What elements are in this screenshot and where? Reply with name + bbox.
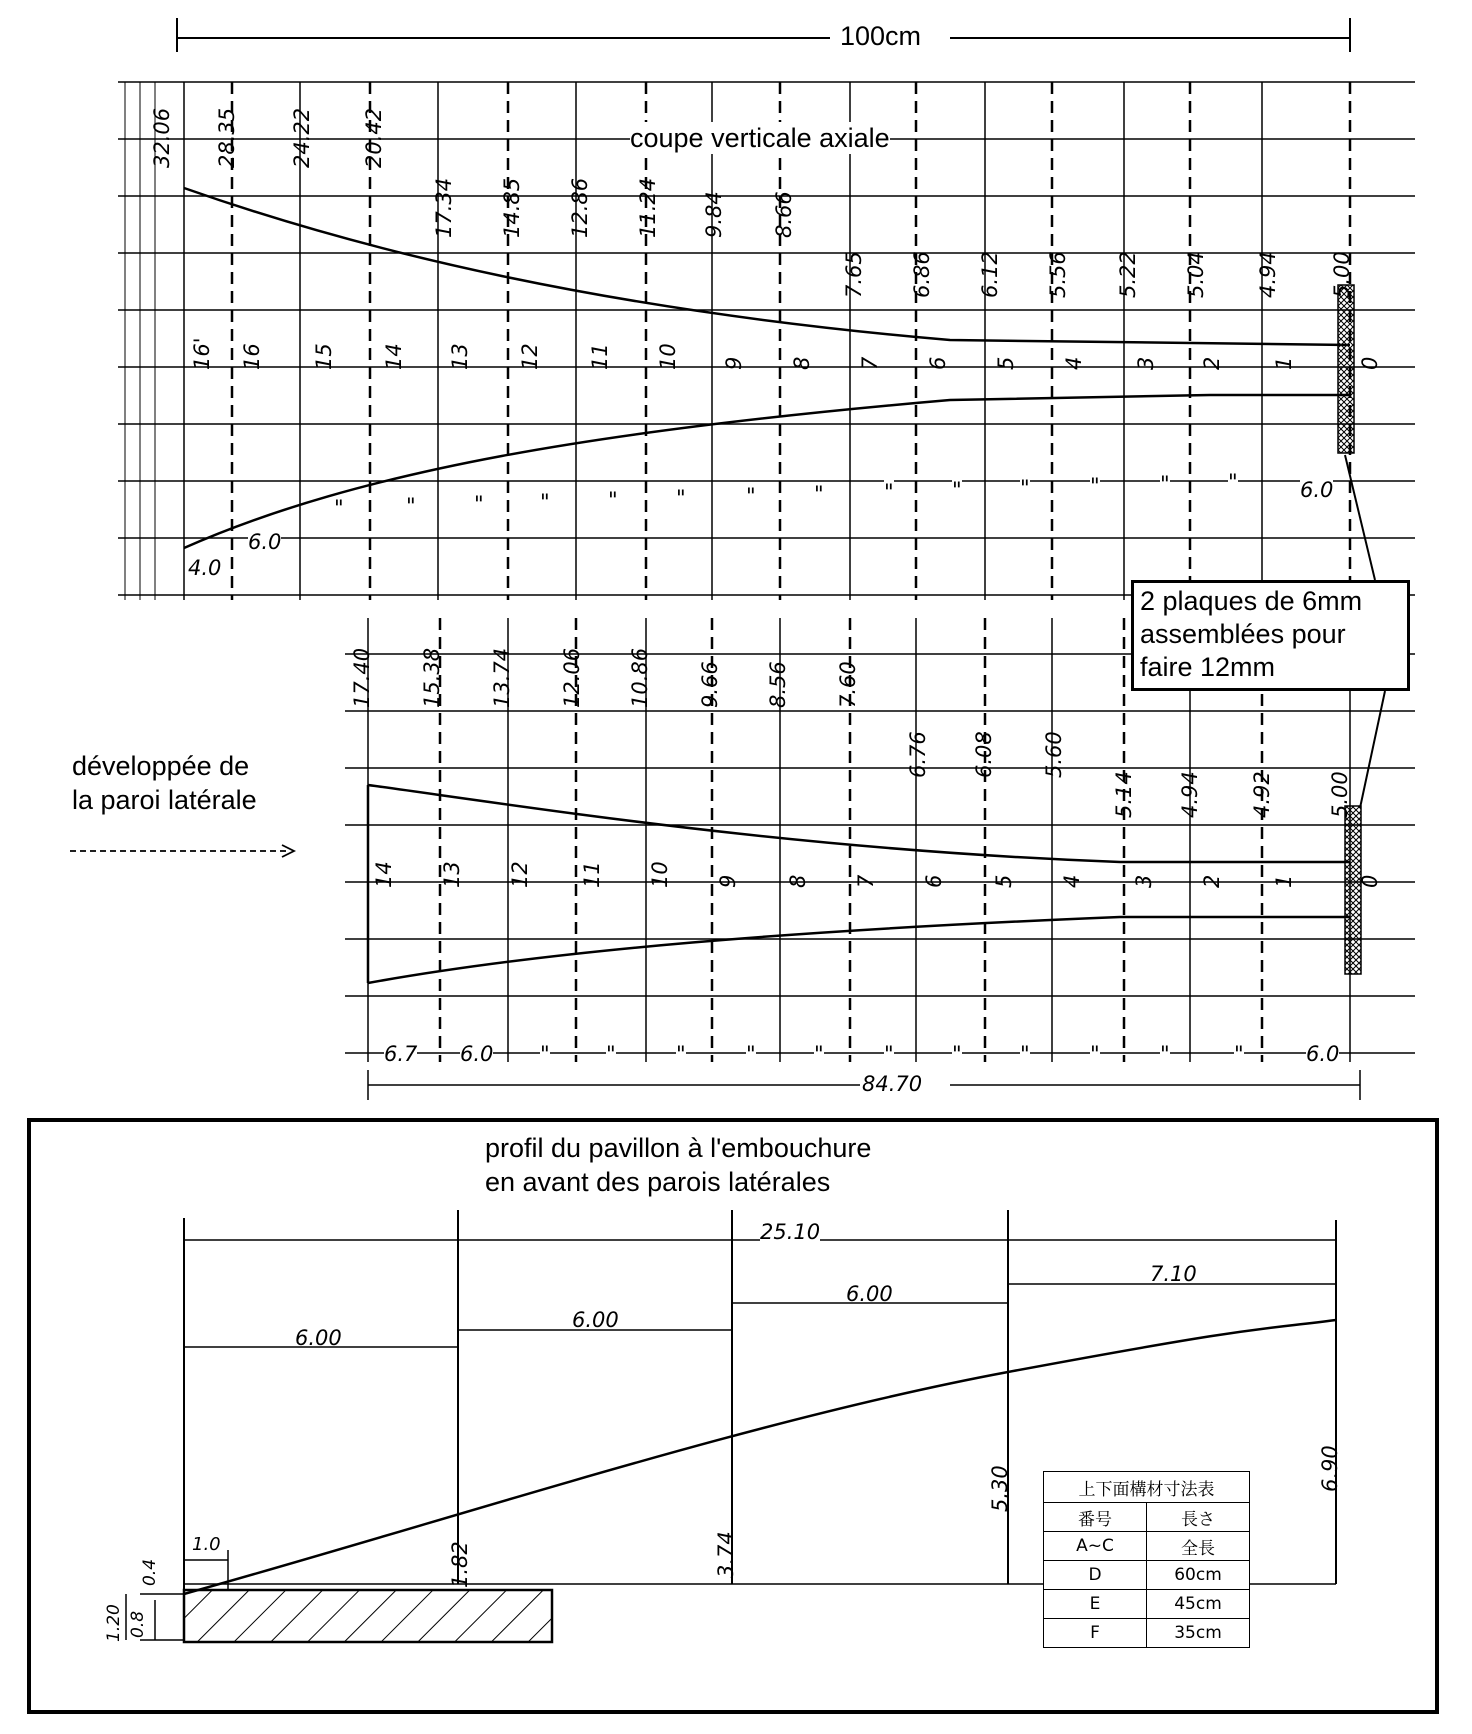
profile-seg-4: 7.10 xyxy=(1150,1262,1197,1286)
axial-top-value: 14.85 xyxy=(500,177,524,238)
axial-section-number: 16' xyxy=(190,337,214,370)
axial-top-value: 6.12 xyxy=(978,251,1002,298)
axial-bottom-mark: " xyxy=(474,492,484,516)
lateral-bottom-mark: 6.0 xyxy=(460,1042,494,1066)
profile-height-3: 5.30 xyxy=(988,1465,1012,1512)
table-header-length: 長さ xyxy=(1147,1503,1250,1532)
axial-top-value: 4.94 xyxy=(1256,251,1280,298)
dimension-100cm-line xyxy=(177,18,1350,52)
lateral-bottom-mark: " xyxy=(1090,1042,1100,1066)
lateral-section-number: 1 xyxy=(1272,874,1296,888)
axial-top-value: 28.35 xyxy=(215,107,239,168)
callout-line-3: faire 12mm xyxy=(1140,652,1276,682)
lateral-top-value: 5.00 xyxy=(1328,771,1352,818)
lateral-section-number: 6 xyxy=(922,874,946,888)
lateral-top-value: 17.40 xyxy=(350,647,374,708)
lateral-section-number: 10 xyxy=(648,861,672,888)
lateral-top-value: 4.94 xyxy=(1178,771,1202,818)
axial-bottom-mark: " xyxy=(540,490,550,514)
lateral-top-value: 6.76 xyxy=(906,731,930,778)
table-cell: E xyxy=(1044,1590,1147,1619)
axial-top-value: 8.66 xyxy=(772,191,796,238)
profile-seg-1: 6.00 xyxy=(295,1326,342,1350)
axial-section-number: 7 xyxy=(858,356,882,370)
axial-section-number: 5 xyxy=(994,356,1018,370)
lateral-section-number: 0 xyxy=(1358,874,1382,888)
profile-height-2: 3.74 xyxy=(714,1531,738,1578)
axial-top-value: 7.65 xyxy=(842,251,866,298)
table-cell: F xyxy=(1044,1619,1147,1648)
axial-section-number: 0 xyxy=(1358,356,1382,370)
table-cell: A~C xyxy=(1044,1532,1147,1561)
member-dimension-table xyxy=(1043,1471,1250,1648)
axial-bottom-mark: " xyxy=(334,496,344,520)
axial-bottom-mark: " xyxy=(608,488,618,512)
lateral-top-value: 6.08 xyxy=(972,731,996,778)
lateral-section-number: 12 xyxy=(508,861,532,888)
axial-bottom-mark: " xyxy=(746,484,756,508)
table-title: 上下面構材寸法表 xyxy=(1044,1472,1250,1503)
table-cell: D xyxy=(1044,1561,1147,1590)
profile-dim-1-20: 1.20 xyxy=(104,1604,124,1642)
profile-dim-0-8: 0.8 xyxy=(128,1610,148,1638)
axial-section-number: 14 xyxy=(382,343,406,370)
lateral-top-value: 8.56 xyxy=(766,661,790,708)
axial-section-number: 1 xyxy=(1272,356,1296,370)
axial-section-number: 3 xyxy=(1134,356,1158,370)
profile-total-dim: 25.10 xyxy=(760,1220,821,1244)
profile-seg-2: 6.00 xyxy=(572,1308,619,1332)
lateral-top-value: 7.60 xyxy=(836,661,860,708)
lateral-label-line-1: développée de xyxy=(72,751,250,781)
profile-dim-0-4: 0.4 xyxy=(140,1558,160,1586)
axial-top-value: 9.84 xyxy=(702,191,726,238)
lateral-top-value: 10.86 xyxy=(628,647,652,708)
axial-bottom-mark: 6.0 xyxy=(1300,478,1334,502)
callout-line-2: assemblées pour xyxy=(1140,619,1346,649)
axial-bottom-mark: " xyxy=(814,482,824,506)
lateral-top-value: 9.66 xyxy=(698,661,722,708)
lateral-section-number: 11 xyxy=(580,861,604,888)
axial-top-value: 11.24 xyxy=(636,177,660,238)
lateral-arrow xyxy=(70,845,294,857)
lateral-section-number: 9 xyxy=(716,874,740,888)
table-row xyxy=(1044,1619,1250,1648)
lateral-mouth-plate xyxy=(1345,806,1361,974)
axial-section-number: 12 xyxy=(518,343,542,370)
lateral-total-length: 84.70 xyxy=(862,1072,923,1096)
axial-mouth-plate xyxy=(1338,285,1354,453)
table-row xyxy=(1044,1590,1250,1619)
lateral-section-number: 3 xyxy=(1132,874,1156,888)
table-cell: 45cm xyxy=(1147,1590,1250,1619)
callout-line-1: 2 plaques de 6mm xyxy=(1140,586,1363,616)
axial-bottom-mark: " xyxy=(1160,472,1170,496)
profile-title-line-1: profil du pavillon à l'embouchure xyxy=(485,1133,872,1163)
axial-bottom-mark: " xyxy=(952,478,962,502)
axial-section-number: 2 xyxy=(1200,356,1224,370)
axial-bottom-mark: " xyxy=(884,480,894,504)
lateral-bottom-mark: 6.7 xyxy=(384,1042,418,1066)
lateral-bottom-mark: " xyxy=(676,1042,686,1066)
profile-dim-1-0: 1.0 xyxy=(192,1534,221,1555)
lateral-bottom-mark: " xyxy=(1160,1042,1170,1066)
lateral-bottom-mark: " xyxy=(746,1042,756,1066)
axial-top-value: 5.04 xyxy=(1184,251,1208,298)
axial-bottom-mark: " xyxy=(676,486,686,510)
axial-section-number: 8 xyxy=(790,356,814,370)
axial-section-number: 15 xyxy=(312,343,336,370)
axial-top-value: 32.06 xyxy=(150,107,174,168)
axial-section-number: 13 xyxy=(448,343,472,370)
lateral-bottom-mark: " xyxy=(606,1042,616,1066)
axial-bottom-mark: 4.0 xyxy=(188,556,222,580)
axial-section-number: 6 xyxy=(926,356,950,370)
lateral-bottom-mark: " xyxy=(1020,1042,1030,1066)
lateral-label-line-2: la paroi latérale xyxy=(72,785,257,815)
axial-top-value: 6.86 xyxy=(910,251,934,298)
table-row xyxy=(1044,1561,1250,1590)
axial-top-value: 12.86 xyxy=(568,177,592,238)
lateral-top-value: 5.14 xyxy=(1112,771,1136,818)
axial-section-number: 11 xyxy=(588,343,612,370)
profile-height-4: 6.90 xyxy=(1318,1445,1342,1492)
table-row xyxy=(1044,1532,1250,1561)
axial-top-value: 5.00 xyxy=(1330,251,1354,298)
axial-bottom-mark: " xyxy=(1090,474,1100,498)
axial-bottom-mark: " xyxy=(1020,476,1030,500)
lateral-bottom-mark: " xyxy=(884,1042,894,1066)
axial-top-value: 17.34 xyxy=(432,177,456,238)
lateral-bottom-mark: " xyxy=(1234,1042,1244,1066)
lateral-bottom-mark: 6.0 xyxy=(1306,1042,1340,1066)
lateral-bottom-mark: " xyxy=(952,1042,962,1066)
lateral-top-value: 5.60 xyxy=(1042,731,1066,778)
profile-seg-3: 6.00 xyxy=(846,1282,893,1306)
axial-section-number: 4 xyxy=(1062,356,1086,370)
table-header-number: 番号 xyxy=(1044,1503,1147,1532)
lateral-section-number: 7 xyxy=(854,874,878,888)
axial-section-number: 16 xyxy=(240,343,264,370)
table-cell: 35cm xyxy=(1147,1619,1250,1648)
axial-section-number: 9 xyxy=(722,356,746,370)
axial-top-value: 24.22 xyxy=(290,107,314,168)
table-cell: 60cm xyxy=(1147,1561,1250,1590)
table-cell: 全長 xyxy=(1147,1532,1250,1561)
lateral-top-value: 12.06 xyxy=(560,647,584,708)
axial-top-value: 20.42 xyxy=(362,107,386,168)
axial-top-value: 5.22 xyxy=(1116,251,1140,298)
dimension-100cm-label: 100cm xyxy=(840,21,922,51)
axial-bottom-mark: " xyxy=(1228,470,1238,494)
profile-height-1: 1.82 xyxy=(448,1541,472,1588)
axial-bottom-mark: " xyxy=(406,494,416,518)
axial-section-curves xyxy=(184,188,1350,548)
axial-section-title: coupe verticale axiale xyxy=(630,123,890,153)
lateral-bottom-mark: " xyxy=(540,1042,550,1066)
lateral-top-value: 13.74 xyxy=(490,647,514,708)
axial-section-number: 10 xyxy=(656,343,680,370)
profile-title-line-2: en avant des parois latérales xyxy=(485,1167,831,1197)
lateral-section-number: 13 xyxy=(440,861,464,888)
lateral-section-number: 14 xyxy=(372,861,396,888)
lateral-bottom-mark: " xyxy=(814,1042,824,1066)
lateral-section-number: 4 xyxy=(1060,874,1084,888)
lateral-section-number: 5 xyxy=(992,874,1016,888)
lateral-top-value: 15.38 xyxy=(420,647,444,708)
lateral-section-number: 2 xyxy=(1200,874,1224,888)
lateral-top-value: 4.92 xyxy=(1250,771,1274,818)
lateral-section-number: 8 xyxy=(786,874,810,888)
axial-bottom-mark: 6.0 xyxy=(248,530,282,554)
plate-callout-box xyxy=(1131,580,1410,691)
axial-top-value: 5.56 xyxy=(1046,251,1070,298)
